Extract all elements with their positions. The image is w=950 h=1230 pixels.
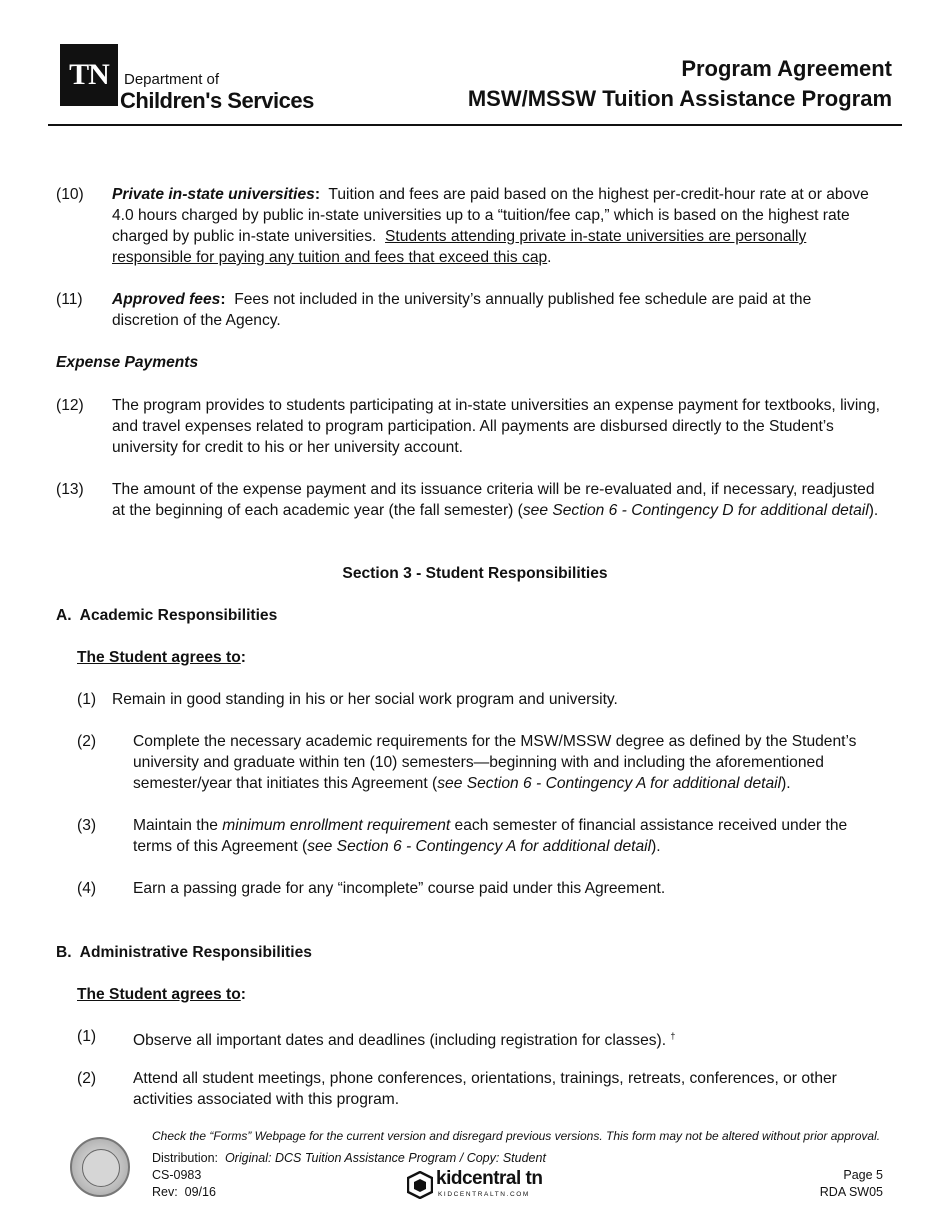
item-expense-reevaluation	[112, 479, 882, 521]
section-title: Section 3 - Student Responsibilities	[342, 565, 608, 582]
administrative-heading: B. Administrative Responsibilities	[56, 944, 312, 961]
list-item	[133, 1026, 885, 1051]
distribution-value: Original: DCS Tuition Assistance Program / Copy: Student	[224, 1151, 546, 1165]
form-number: CS-0983	[152, 1168, 202, 1182]
revision-date: Rev: 09/16	[152, 1185, 216, 1199]
item-end: ).	[781, 775, 791, 792]
item-end: .	[547, 249, 552, 266]
header-rule	[48, 124, 902, 126]
agrees-label: The Student agrees to	[77, 649, 241, 666]
item-underlined-text: Students attending private in-state universities are personally responsible for paying any tuition and fees that exceed this cap	[112, 228, 807, 266]
logo-agency-name: Children's Services	[120, 88, 314, 113]
item-number: (12)	[56, 397, 84, 414]
item-term: minimum enrollment requirement	[222, 817, 451, 834]
item-term: Approved fees	[112, 291, 221, 308]
page-number: Page 5	[843, 1168, 883, 1182]
list-item-number: (2)	[77, 1070, 97, 1087]
item-end: ).	[868, 502, 879, 519]
item-colon: :	[220, 291, 226, 308]
item-colon: :	[314, 186, 321, 203]
administrative-agrees	[77, 984, 246, 1005]
rda-code: RDA SW05	[819, 1185, 883, 1199]
dagger-mark: †	[670, 1031, 676, 1041]
item-number: (11)	[56, 291, 83, 308]
academic-heading: A. Academic Responsibilities	[56, 607, 278, 624]
list-item-number: (1)	[77, 691, 97, 708]
footer-note: Check the “Forms” Webpage for the current version and disregard previous versions. This form may not be altered without prior approval.	[152, 1129, 881, 1143]
item-text: each semester of financial assistance received under the terms of this Agreement (	[133, 817, 852, 855]
agrees-colon: :	[240, 649, 246, 666]
list-item: Remain in good standing in his or her social work program and university.	[112, 691, 618, 708]
item-text: Complete the necessary academic requirements for the MSW/MSSW degree as defined by the Student’s university and graduate within ten (10) semesters—beginning with and including the aforementioned semester/year that initiates this Agreement (	[133, 733, 857, 792]
page-title: Program Agreement	[681, 56, 892, 81]
list-item	[133, 815, 885, 857]
list-item	[133, 731, 885, 794]
expense-payments-heading: Expense Payments	[56, 354, 199, 371]
item-term: Private in-state universities	[112, 186, 315, 203]
item-reference: see Section 6 - Contingency A for additional detail	[307, 838, 652, 855]
item-reference: see Section 6 - Contingency D for additional detail	[522, 502, 869, 519]
list-item-number: (2)	[77, 733, 97, 750]
item-reference: see Section 6 - Contingency A for additional detail	[437, 775, 782, 792]
item-text: Maintain the	[133, 817, 223, 834]
agrees-label: The Student agrees to	[77, 986, 241, 1003]
agrees-colon: :	[240, 986, 246, 1003]
item-text: Fees not included in the university’s annually published fee schedule are paid at the discretion of the Agency.	[112, 291, 816, 329]
item-end: ).	[651, 838, 661, 855]
page-subtitle: MSW/MSSW Tuition Assistance Program	[467, 86, 892, 111]
item-text: Observe all important dates and deadlines (including registration for classes).	[133, 1032, 671, 1050]
item-expense-payment: The program provides to students participating at in-state universities an expense payment for textbooks, living, and travel expenses related to program participation. All payments are disbursed directly to the Student’s university for credit to his or her university account.	[112, 397, 880, 456]
footer-distribution	[152, 1151, 546, 1165]
logo-department-label: Department of	[124, 71, 220, 88]
academic-agrees	[77, 647, 246, 668]
kidcentral-url: KIDCENTRALTN.COM	[438, 1191, 530, 1198]
distribution-label: Distribution:	[152, 1151, 218, 1165]
item-number: (10)	[56, 186, 84, 203]
item-text: The amount of the expense payment and its issuance criteria will be re-evaluated and, if necessary, readjusted at the beginning of each academic year (the fall semester) (	[112, 481, 875, 519]
list-item-number: (3)	[77, 817, 97, 834]
item-number: (13)	[56, 481, 84, 498]
item-text: Tuition and fees are paid based on the highest per-credit-hour rate at or above 4.0 hours charged by public in-state universities up to a “tuition/fee cap,” which is based on the highest rate charged by public in-state universities.	[112, 186, 874, 245]
item-approved-fees	[112, 289, 882, 331]
kidcentral-logo-icon	[407, 1171, 433, 1199]
list-item-number: (1)	[77, 1028, 97, 1045]
list-item: Earn a passing grade for any “incomplete” course paid under this Agreement.	[133, 880, 666, 897]
state-seal-icon	[70, 1137, 130, 1197]
list-item: Attend all student meetings, phone conferences, orientations, trainings, retreats, conferences, or other activities associated with this program.	[133, 1070, 837, 1108]
item-private-universities	[112, 184, 882, 268]
tn-logo: TN	[60, 44, 118, 106]
kidcentral-brand: kidcentral tn	[436, 1168, 543, 1189]
list-item-number: (4)	[77, 880, 97, 897]
